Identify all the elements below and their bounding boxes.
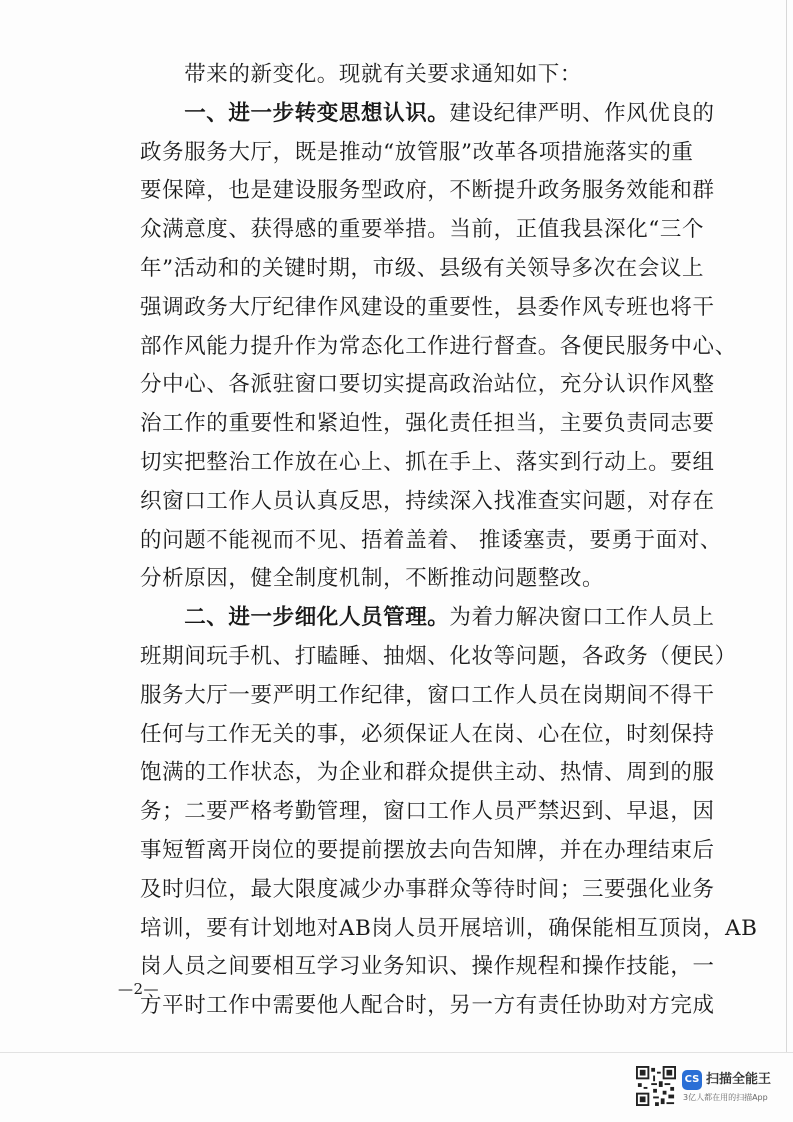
text-line [140,56,670,95]
text-line [140,599,715,638]
watermark-title: 扫描全能王 [706,1072,772,1087]
body-text-segment: 岗人员之间要相互学习业务知识、操作规程和操作技能，一 [140,954,715,980]
body-text-segment: 要保障，也是建设服务型政府，不断提升政务服务效能和群 [140,178,715,204]
body-text-segment: 务；二要严格考勤管理，窗口工作人员严禁迟到、早退，因 [140,799,715,825]
section-heading: 一、进一步转变思想认识。 [140,100,450,126]
body-text-segment: 分中心、各派驻窗口要切实提高政治站位，充分认识作风整 [140,372,715,398]
text-line [140,211,705,250]
text-line [140,483,715,522]
text-line [140,677,715,716]
body-text-segment: 众满意度、获得感的重要举措。当前，正值我县深化“三个 [140,217,705,243]
text-line [140,366,715,405]
text-line [140,522,723,561]
text-line [140,910,758,949]
page-edge-bottom [0,1052,793,1053]
section-heading: 二、进一步细化人员管理。 [140,605,450,631]
text-line [140,871,715,910]
text-line [140,134,694,173]
text-line [140,987,715,1026]
body-text-segment: 切实把整治工作放在心上、抓在手上、落实到行动上。要组 [140,449,715,475]
text-line [140,832,715,871]
page-edge-right [786,0,787,1052]
body-text-segment: 带来的新变化。现就有关要求通知如下： [140,62,583,87]
body-text-segment: 治工作的重要性和紧迫性，强化责任担当，主要负责同志要 [140,411,715,437]
camscanner-logo-icon: CS [682,1070,702,1090]
text-line [140,405,715,444]
body-text-segment: 方平时工作中需要他人配合时，另一方有责任协助对方完成 [140,993,715,1019]
body-text-segment: 织窗口工作人员认真反思，持续深入找准查实问题，对存在 [140,488,715,514]
body-text-segment: 班期间玩手机、打瞌睡、抽烟、化妆等问题，各政务（便民） [140,643,737,669]
text-line [140,444,715,483]
body-text-segment: 分析原因，健全制度机制，不断推动问题整改。 [140,566,605,592]
text-line [140,95,715,134]
text-line [140,172,715,211]
body-text-segment: 为着力解决窗口工作人员上 [449,605,715,631]
text-line [140,328,737,367]
body-text-segment: 任何与工作无关的事，必须保证人在岗、心在位，时刻保持 [140,721,715,747]
text-line [140,560,670,599]
body-text-segment: 部作风能力提升作为常态化工作进行督查。各便民服务中心、 [140,333,737,359]
page-number: —2— [118,980,160,998]
text-line [140,793,715,832]
body-text-segment: 年”活动和的关键时期，市级、县级有关领导多次在会议上 [140,255,705,281]
document-body [140,56,758,1026]
body-text-segment: 强调政务大厅纪律作风建设的重要性，县委作风专班也将干 [140,294,715,320]
body-text-segment: 服务大厅一要严明工作纪律，窗口工作人员在岗期间不得干 [140,682,715,708]
text-line [140,754,715,793]
scanner-watermark [636,1066,786,1108]
body-text-segment: 事短暂离开岗位的要提前摆放去向告知牌，并在办理结束后 [140,837,715,863]
text-line [140,289,715,328]
text-line [140,716,715,755]
body-text-segment: 的问题不能视而不见、捂着盖着、 推诿塞责，要勇于面对、 [140,527,723,553]
qr-code-icon [636,1066,676,1106]
text-line [140,948,715,987]
body-text-segment: 饱满的工作状态，为企业和群众提供主动、热情、周到的服 [140,760,715,786]
text-line [140,250,705,289]
body-text-segment: 建设纪律严明、作风优良的 [449,100,715,126]
text-line [140,638,737,677]
body-text-segment: 政务服务大厅，既是推动“放管服”改革各项措施落实的重 [140,139,694,165]
watermark-subtitle: 3亿人都在用的扫描App [683,1093,768,1102]
body-text-segment: 培训，要有计划地对AB岗人员开展培训，确保能相互顶岗，AB [140,915,758,941]
body-text-segment: 及时归位，最大限度减少办事群众等待时间；三要强化业务 [140,876,715,902]
